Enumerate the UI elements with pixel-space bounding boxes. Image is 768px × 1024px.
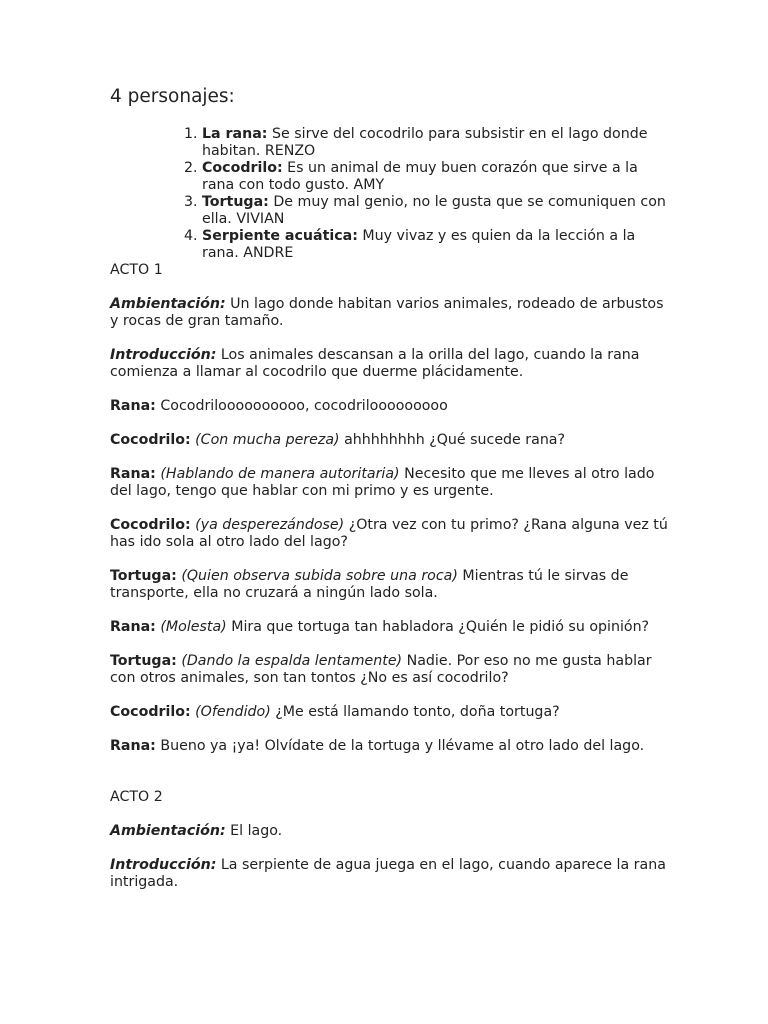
speaker-name: Cocodrilo: bbox=[110, 704, 191, 720]
stage-direction: (Con mucha pereza) bbox=[195, 432, 340, 448]
dialogue-line bbox=[110, 398, 670, 415]
dialogue-text: Cocodriloooooooooo, cocodrilooooooooo bbox=[160, 398, 448, 414]
dialogue-text: Necesito que me lleves al otro lado del lago, tengo que hablar con mi primo y es urgente. bbox=[110, 466, 655, 499]
dialogue-line bbox=[110, 738, 670, 755]
dialogue-text: Nadie. Por eso no me gusta hablar con otros animales, son tan tontos ¿No es así cocodrilo? bbox=[110, 653, 652, 686]
stage-direction: (ya desperezándose) bbox=[195, 517, 345, 533]
dialogue-text: ¿Me está llamando tonto, doña tortuga? bbox=[275, 704, 560, 720]
dialogue-text: ¿Otra vez con tu primo? ¿Rana alguna vez tú has ido sola al otro lado del lago? bbox=[110, 517, 668, 550]
cast-item bbox=[202, 228, 670, 262]
dialogue-line bbox=[110, 466, 670, 500]
dialogue-line bbox=[110, 568, 670, 602]
character-description: De muy mal genio, no le gusta que se comuniquen con ella. VIVIAN bbox=[202, 194, 666, 227]
dialogue-line bbox=[110, 432, 670, 449]
speaker-name: Rana: bbox=[110, 398, 156, 414]
stage-direction: (Dando la espalda lentamente) bbox=[181, 653, 403, 669]
dialogue-text: ahhhhhhhh ¿Qué sucede rana? bbox=[344, 432, 566, 448]
introduction-text: Los animales descansan a la orilla del lago, cuando la rana comienza a llamar al cocodrilo que duerme plácidamente. bbox=[110, 347, 640, 380]
setting-text: Un lago donde habitan varios animales, rodeado de arbustos y rocas de gran tamaño. bbox=[110, 296, 664, 329]
document-page bbox=[110, 86, 670, 908]
dialogue-text: Mira que tortuga tan habladora ¿Quién le pidió su opinión? bbox=[231, 619, 650, 635]
character-name: Serpiente acuática: bbox=[202, 228, 358, 244]
dialogue-line bbox=[110, 619, 670, 636]
stage-direction: (Quien observa subida sobre una roca) bbox=[181, 568, 458, 584]
dialogue-text: Mientras tú le sirvas de transporte, ella no cruzará a ningún lado sola. bbox=[110, 568, 629, 601]
character-description: Muy vivaz y es quien da la lección a la rana. ANDRE bbox=[202, 228, 636, 261]
stage-direction: (Molesta) bbox=[160, 619, 227, 635]
speaker-name: Rana: bbox=[110, 738, 156, 754]
character-name: Tortuga: bbox=[202, 194, 269, 210]
dialogue-line bbox=[110, 517, 670, 551]
setting-label: Ambientación: bbox=[110, 296, 226, 312]
character-description: Se sirve del cocodrilo para subsistir en el lago donde habitan. RENZO bbox=[202, 126, 648, 159]
act-2-introduction bbox=[110, 857, 670, 891]
character-name: Cocodrilo: bbox=[202, 160, 283, 176]
introduction-label: Introducción: bbox=[110, 347, 217, 363]
act-2-title: ACTO 2 bbox=[110, 789, 163, 805]
speaker-name: Rana: bbox=[110, 619, 156, 635]
cast-item bbox=[202, 126, 670, 160]
act-1-introduction bbox=[110, 347, 670, 381]
setting-text: El lago. bbox=[230, 823, 283, 839]
stage-direction: (Hablando de manera autoritaria) bbox=[160, 466, 400, 482]
speaker-name: Rana: bbox=[110, 466, 156, 482]
act-1-setting bbox=[110, 296, 670, 330]
speaker-name: Cocodrilo: bbox=[110, 517, 191, 533]
act-2-setting bbox=[110, 823, 670, 840]
act-1-title: ACTO 1 bbox=[110, 262, 163, 278]
cast-item bbox=[202, 194, 670, 228]
introduction-label: Introducción: bbox=[110, 857, 217, 873]
speaker-name: Tortuga: bbox=[110, 653, 177, 669]
dialogue-line bbox=[110, 653, 670, 687]
character-name: La rana: bbox=[202, 126, 268, 142]
dialogue-text: Bueno ya ¡ya! Olvídate de la tortuga y llévame al otro lado del lago. bbox=[160, 738, 645, 754]
speaker-name: Tortuga: bbox=[110, 568, 177, 584]
dialogue-line bbox=[110, 704, 670, 721]
speaker-name: Cocodrilo: bbox=[110, 432, 191, 448]
stage-direction: (Ofendido) bbox=[195, 704, 271, 720]
cast-item bbox=[202, 160, 670, 194]
cast-list bbox=[110, 126, 670, 262]
setting-label: Ambientación: bbox=[110, 823, 226, 839]
characters-heading: 4 personajes: bbox=[110, 86, 235, 107]
character-description: Es un animal de muy buen corazón que sirve a la rana con todo gusto. AMY bbox=[202, 160, 638, 193]
introduction-text: La serpiente de agua juega en el lago, cuando aparece la rana intrigada. bbox=[110, 857, 666, 890]
